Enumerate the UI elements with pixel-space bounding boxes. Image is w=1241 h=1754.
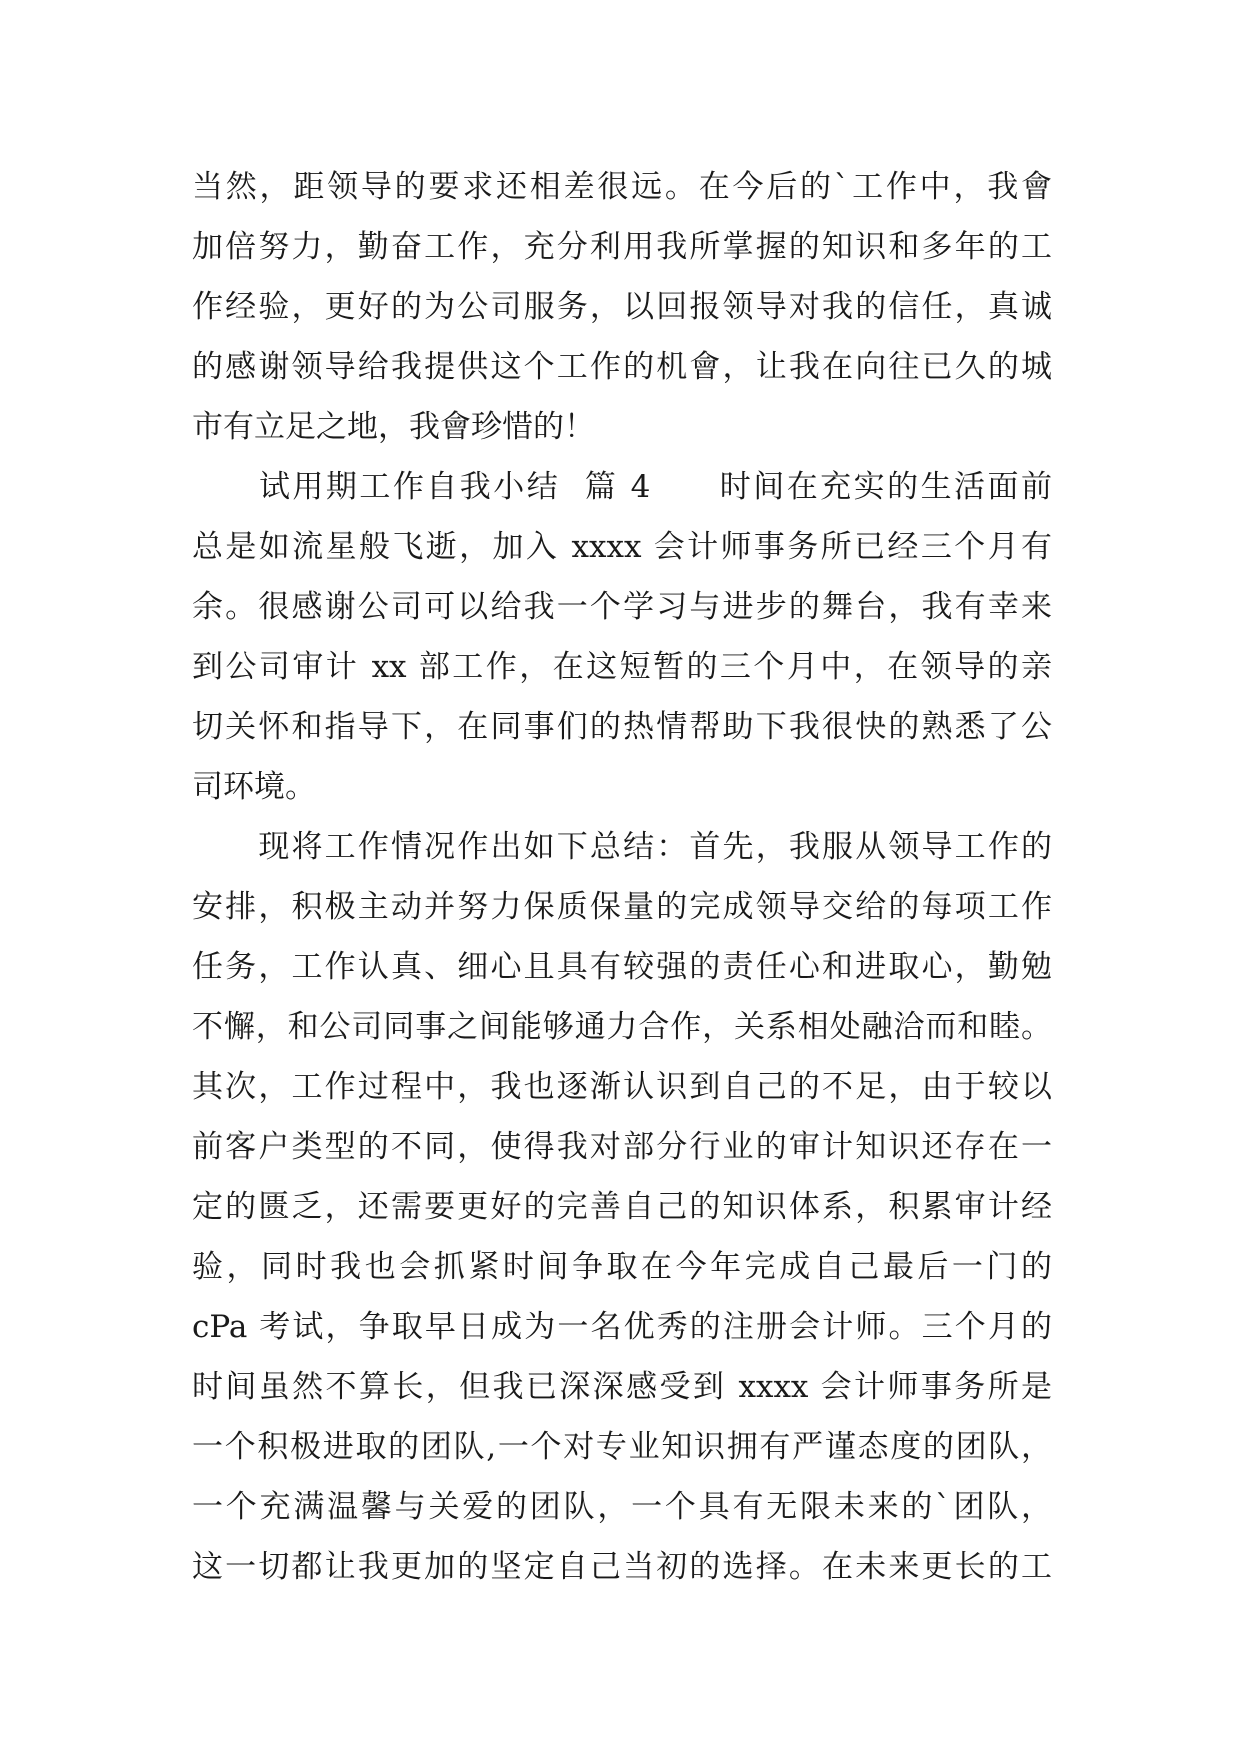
text-line: 到公司审计 xx 部工作，在这短暂的三个月中，在领导的亲 bbox=[192, 649, 1052, 685]
text-line: 验，同时我也会抓紧时间争取在今年完成自己最后一门的 bbox=[192, 1249, 1052, 1285]
text-line: 当然，距领导的要求还相差很远。在今后的`工作中，我會 bbox=[192, 169, 1052, 205]
text-line: 加倍努力，勤奋工作，充分利用我所掌握的知识和多年的工 bbox=[192, 229, 1052, 265]
text-line: 不懈，和公司同事之间能够通力合作，关系相处融洽而和睦。 bbox=[192, 1009, 1052, 1045]
text-line: 总是如流星般飞逝，加入 xxxx 会计师事务所已经三个月有 bbox=[192, 529, 1052, 565]
document-body bbox=[192, 157, 1052, 1597]
text-line: cPa 考试，争取早日成为一名优秀的注册会计师。三个月的 bbox=[192, 1309, 1052, 1345]
text-line: 市有立足之地，我會珍惜的！ bbox=[192, 409, 595, 445]
text-line: 的感谢领导给我提供这个工作的机會，让我在向往已久的城 bbox=[192, 349, 1052, 385]
text-line: 现将工作情况作出如下总结：首先，我服从领导工作的 bbox=[192, 829, 1052, 865]
text-line: 切关怀和指导下，在同事们的热情帮助下我很快的熟悉了公 bbox=[192, 709, 1052, 745]
text-line: 时间虽然不算长，但我已深深感受到 xxxx 会计师事务所是 bbox=[192, 1369, 1052, 1405]
text-line: 安排，积极主动并努力保质保量的完成领导交给的每项工作 bbox=[192, 889, 1052, 925]
text-line: 一个积极进取的团队,一个对专业知识拥有严谨态度的团队， bbox=[192, 1429, 1052, 1465]
text-line: 这一切都让我更加的坚定自己当初的选择。在未来更长的工 bbox=[192, 1549, 1052, 1585]
text-line: 其次，工作过程中，我也逐渐认识到自己的不足，由于较以 bbox=[192, 1069, 1052, 1105]
text-line: 作经验，更好的为公司服务，以回报领导对我的信任，真诚 bbox=[192, 289, 1052, 325]
text-line: 余。很感谢公司可以给我一个学习与进步的舞台，我有幸来 bbox=[192, 589, 1052, 625]
text-line: 任务，工作认真、细心且具有较强的责任心和进取心，勤勉 bbox=[192, 949, 1052, 985]
section-heading-line: 试用期工作自我小结 篇 4 时间在充实的生活面前 bbox=[192, 469, 1052, 505]
text-line: 定的匮乏，还需要更好的完善自己的知识体系，积累审计经 bbox=[192, 1189, 1052, 1225]
text-line: 司环境。 bbox=[192, 769, 316, 805]
text-line: 前客户类型的不同，使得我对部分行业的审计知识还存在一 bbox=[192, 1129, 1052, 1165]
text-line: 一个充满温馨与关爱的团队，一个具有无限未来的`团队， bbox=[192, 1489, 1052, 1525]
